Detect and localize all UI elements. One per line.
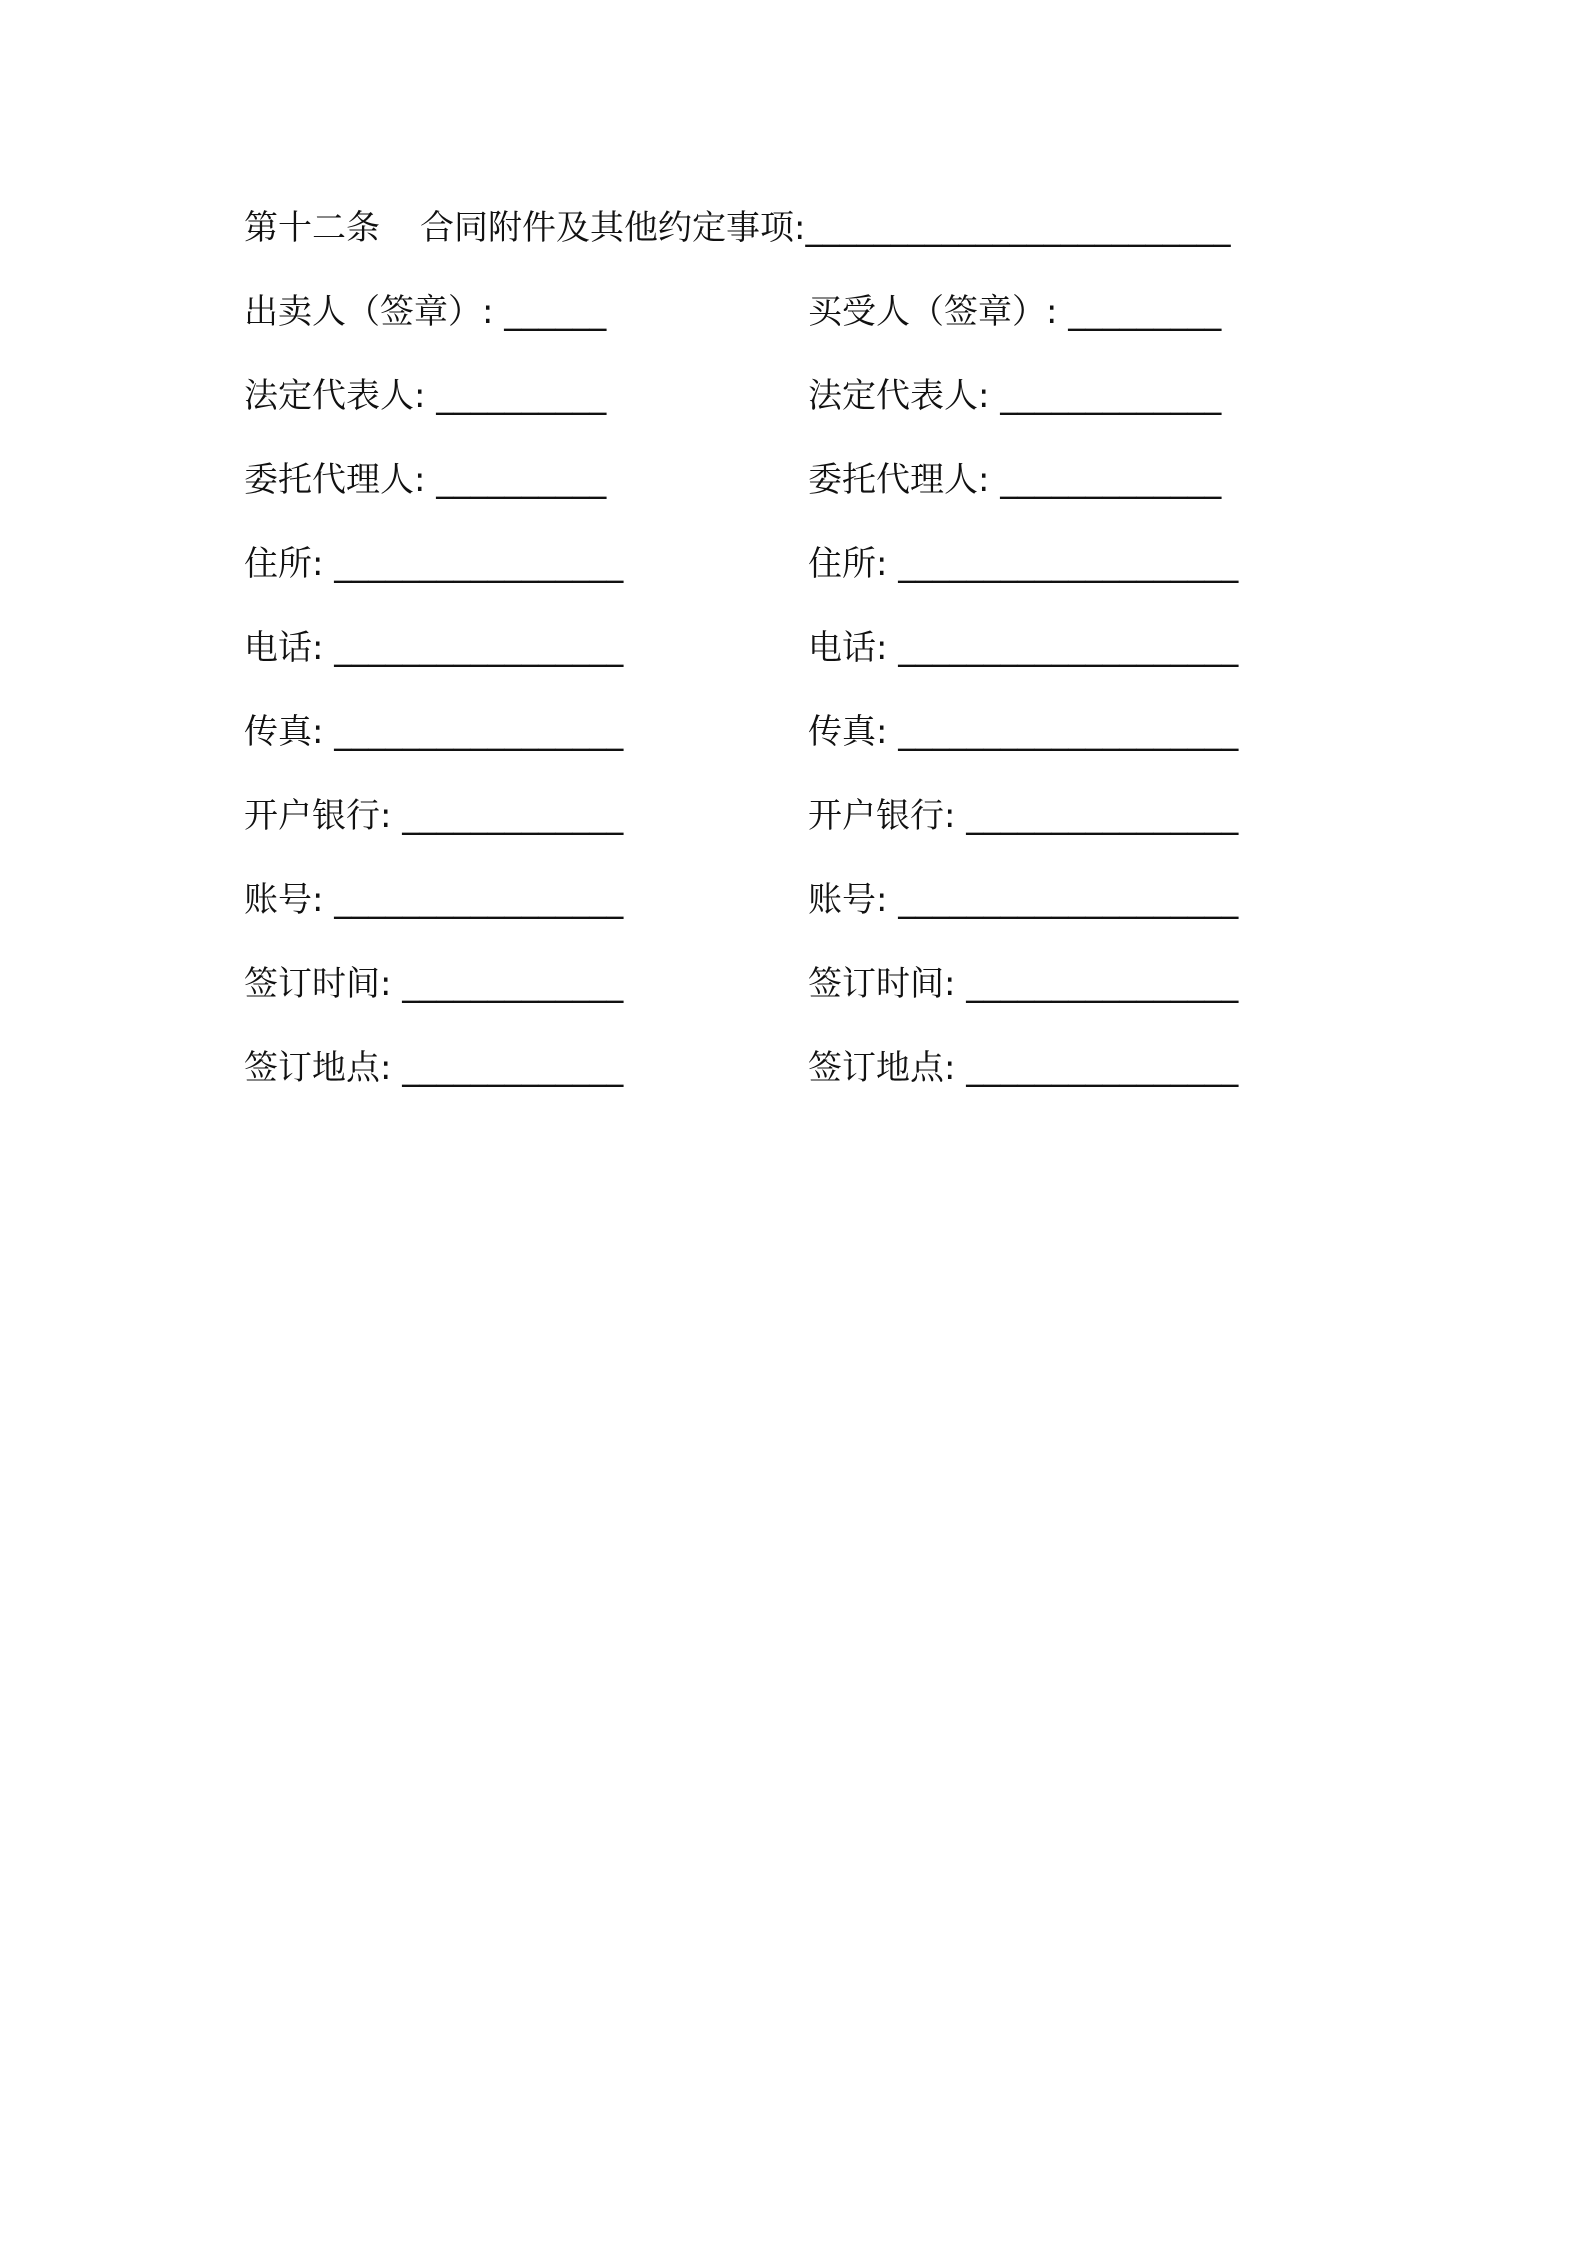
buyer-bank-blank: ________________ xyxy=(955,796,1239,836)
row-fax xyxy=(244,704,1364,788)
seller-address-blank: _________________ xyxy=(323,544,624,584)
row-phone xyxy=(244,620,1364,704)
buyer-seal-label: 买受人（签章）: xyxy=(808,292,1058,332)
seller-sign-time-label: 签订时间: xyxy=(244,964,392,1004)
seller-account-blank: _________________ xyxy=(323,880,624,920)
seller-address-label: 住所: xyxy=(244,544,324,584)
row-agent xyxy=(244,452,1364,536)
seller-legal-rep-label: 法定代表人: xyxy=(244,376,426,416)
seller-fax-blank: _________________ xyxy=(323,712,624,752)
seller-address-field xyxy=(244,536,808,592)
seller-agent-label: 委托代理人: xyxy=(244,460,426,500)
clause-title: 合同附件及其他约定事项: xyxy=(420,208,806,248)
buyer-account-field xyxy=(808,872,1364,928)
seller-seal-blank: ______ xyxy=(493,292,607,332)
buyer-sign-place-field xyxy=(808,1040,1364,1096)
buyer-agent-field xyxy=(808,452,1364,508)
buyer-address-label: 住所: xyxy=(808,544,888,584)
seller-account-field xyxy=(244,872,808,928)
seller-sign-place-label: 签订地点: xyxy=(244,1048,392,1088)
buyer-agent-blank: _____________ xyxy=(989,460,1222,500)
buyer-agent-label: 委托代理人: xyxy=(808,460,990,500)
buyer-seal-blank: _________ xyxy=(1057,292,1222,332)
buyer-phone-field xyxy=(808,620,1364,676)
buyer-sign-time-blank: ________________ xyxy=(955,964,1239,1004)
row-address xyxy=(244,536,1364,620)
seller-fax-field xyxy=(244,704,808,760)
seller-seal-field xyxy=(244,284,808,340)
buyer-fax-label: 传真: xyxy=(808,712,888,752)
seller-agent-field xyxy=(244,452,808,508)
seller-phone-label: 电话: xyxy=(244,628,324,668)
buyer-account-label: 账号: xyxy=(808,880,888,920)
buyer-legal-rep-field xyxy=(808,368,1364,424)
buyer-bank-label: 开户银行: xyxy=(808,796,956,836)
seller-fax-label: 传真: xyxy=(244,712,324,752)
seller-bank-blank: _____________ xyxy=(391,796,624,836)
row-sign-time xyxy=(244,956,1364,1040)
seller-sign-time-field xyxy=(244,956,808,1012)
seller-bank-field xyxy=(244,788,808,844)
buyer-phone-label: 电话: xyxy=(808,628,888,668)
row-sign-place xyxy=(244,1040,1364,1124)
row-legal-rep xyxy=(244,368,1364,452)
row-account xyxy=(244,872,1364,956)
buyer-phone-blank: ____________________ xyxy=(887,628,1239,668)
row-seal xyxy=(244,284,1364,368)
buyer-sign-place-blank: ________________ xyxy=(955,1048,1239,1088)
clause-blank: _________________________ xyxy=(805,208,1231,248)
buyer-fax-field xyxy=(808,704,1364,760)
buyer-sign-time-label: 签订时间: xyxy=(808,964,956,1004)
seller-bank-label: 开户银行: xyxy=(244,796,392,836)
seller-agent-blank: __________ xyxy=(425,460,607,500)
seller-seal-label: 出卖人（签章）: xyxy=(244,292,494,332)
seller-legal-rep-blank: __________ xyxy=(425,376,607,416)
seller-account-label: 账号: xyxy=(244,880,324,920)
buyer-address-field xyxy=(808,536,1364,592)
buyer-legal-rep-label: 法定代表人: xyxy=(808,376,990,416)
clause-number: 第十二条 xyxy=(244,208,380,248)
buyer-legal-rep-blank: _____________ xyxy=(989,376,1222,416)
seller-sign-time-blank: _____________ xyxy=(391,964,624,1004)
buyer-fax-blank: ____________________ xyxy=(887,712,1239,752)
seller-phone-field xyxy=(244,620,808,676)
buyer-seal-field xyxy=(808,284,1364,340)
seller-sign-place-blank: _____________ xyxy=(391,1048,624,1088)
buyer-sign-place-label: 签订地点: xyxy=(808,1048,956,1088)
buyer-bank-field xyxy=(808,788,1364,844)
row-bank xyxy=(244,788,1364,872)
seller-sign-place-field xyxy=(244,1040,808,1096)
buyer-sign-time-field xyxy=(808,956,1364,1012)
buyer-address-blank: ____________________ xyxy=(887,544,1239,584)
seller-legal-rep-field xyxy=(244,368,808,424)
clause-12-line xyxy=(244,200,1364,284)
seller-phone-blank: _________________ xyxy=(323,628,624,668)
signature-section xyxy=(244,200,1364,1124)
buyer-account-blank: ____________________ xyxy=(887,880,1239,920)
